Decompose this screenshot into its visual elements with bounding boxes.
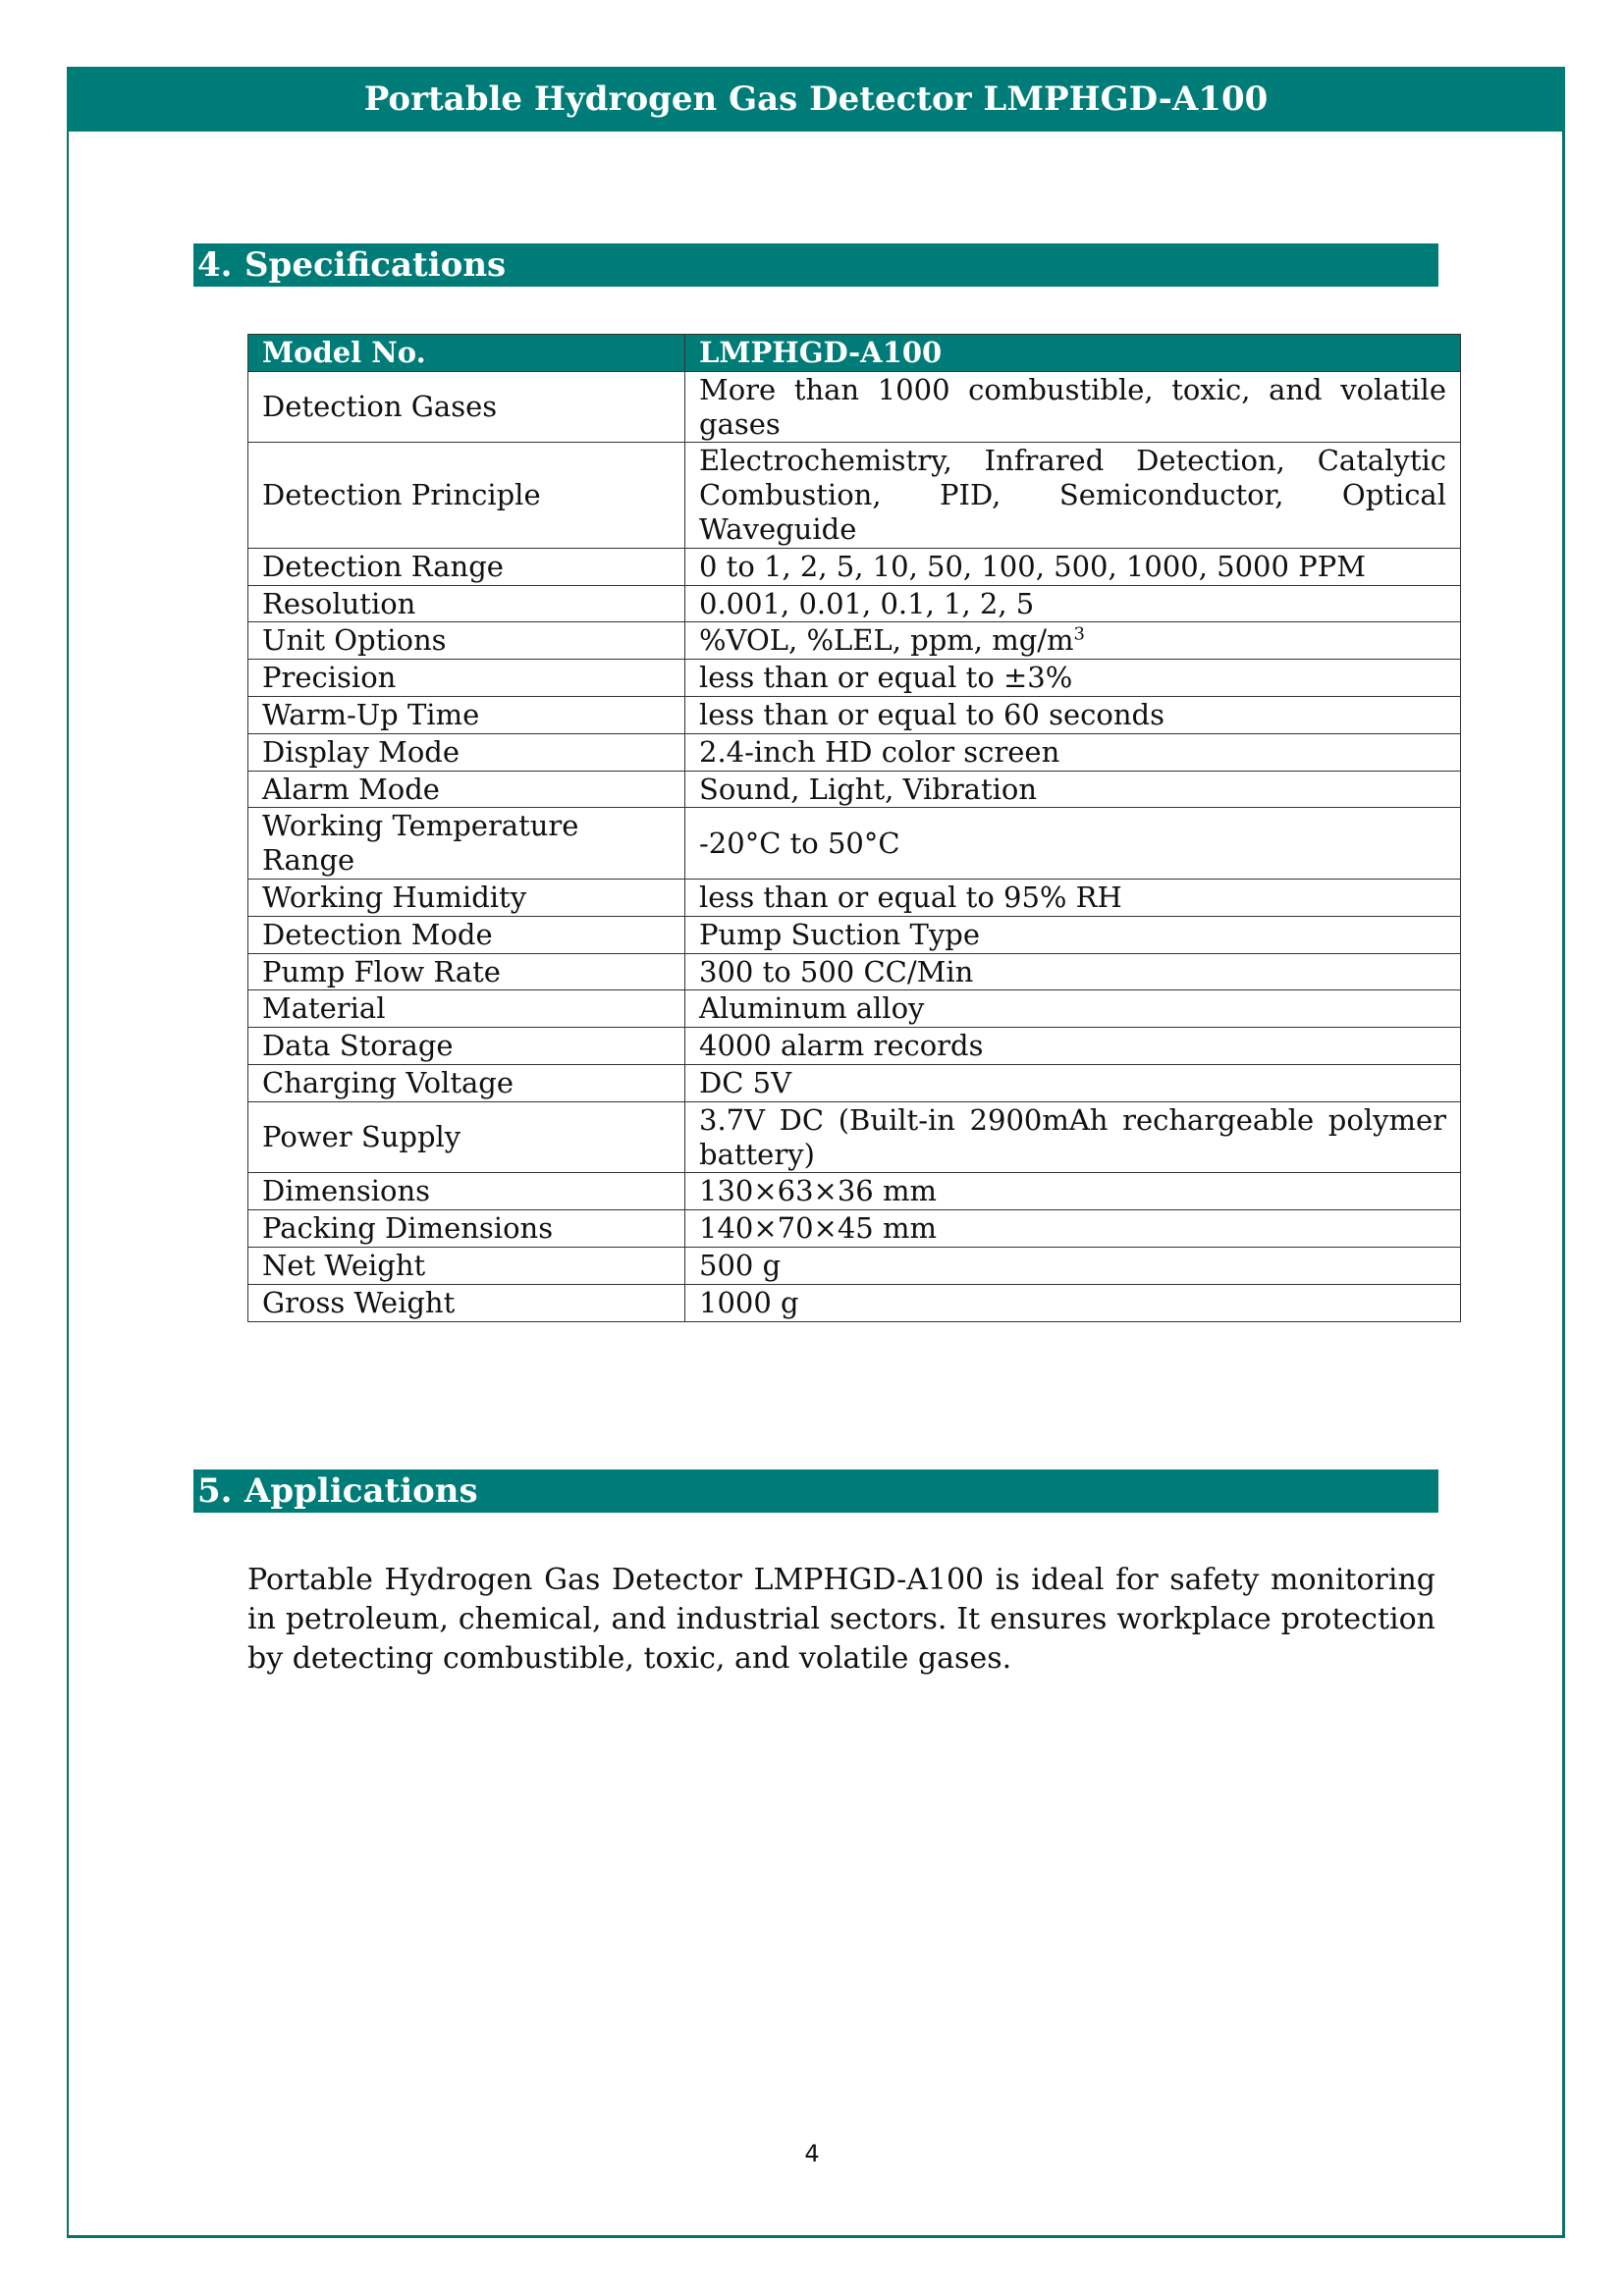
table-row bbox=[248, 953, 1461, 990]
section-title: Applications bbox=[244, 1471, 478, 1511]
table-row bbox=[248, 1028, 1461, 1065]
spec-label-cell: Resolution bbox=[248, 585, 685, 622]
table-row bbox=[248, 808, 1461, 880]
spec-label-cell: Dimensions bbox=[248, 1173, 685, 1210]
section-number: 4. bbox=[197, 245, 233, 285]
spec-value-cell: 300 to 500 CC/Min bbox=[685, 953, 1461, 990]
page-number: 4 bbox=[804, 2140, 820, 2167]
spec-label-cell: Display Mode bbox=[248, 733, 685, 771]
spec-value-cell: less than or equal to ±3% bbox=[685, 660, 1461, 697]
table-row bbox=[248, 548, 1461, 585]
spec-label-cell: Unit Options bbox=[248, 622, 685, 660]
spec-value-cell bbox=[685, 622, 1461, 660]
spec-value-cell: DC 5V bbox=[685, 1064, 1461, 1101]
spec-label-cell: Precision bbox=[248, 660, 685, 697]
table-row bbox=[248, 371, 1461, 443]
table-row bbox=[248, 1247, 1461, 1284]
table-row bbox=[248, 916, 1461, 953]
applications-paragraph: Portable Hydrogen Gas Detector LMPHGD-A100 is ideal for safety monitoring in petroleum, chemical, and industrial sectors. It ensures workplace protection by detecting combustible, toxic, and volatile gases. bbox=[247, 1563, 1435, 1676]
spec-value-cell: Pump Suction Type bbox=[685, 916, 1461, 953]
spec-label-cell: Pump Flow Rate bbox=[248, 953, 685, 990]
specifications-table bbox=[247, 334, 1461, 1322]
spec-value-cell: Sound, Light, Vibration bbox=[685, 771, 1461, 808]
spec-value-cell: 3.7V DC (Built-in 2900mAh rechargeable polymer battery) bbox=[685, 1101, 1461, 1173]
spec-value-cell: 0.001, 0.01, 0.1, 1, 2, 5 bbox=[685, 585, 1461, 622]
specifications-heading bbox=[193, 243, 1438, 287]
document-title-banner bbox=[67, 67, 1565, 132]
table-header-row bbox=[248, 335, 1461, 372]
table-row bbox=[248, 1064, 1461, 1101]
spec-label-cell: Detection Range bbox=[248, 548, 685, 585]
applications-heading bbox=[193, 1469, 1438, 1513]
spec-value-text: %VOL, %LEL, ppm, mg/m bbox=[699, 623, 1074, 658]
spec-value-cell: 2.4-inch HD color screen bbox=[685, 733, 1461, 771]
spec-label-cell: Data Storage bbox=[248, 1028, 685, 1065]
spec-value-cell: 500 g bbox=[685, 1247, 1461, 1284]
spec-label-cell: Warm-Up Time bbox=[248, 696, 685, 733]
table-row bbox=[248, 622, 1461, 660]
spec-label-cell: Net Weight bbox=[248, 1247, 685, 1284]
spec-label-cell: Material bbox=[248, 990, 685, 1028]
spec-label-cell: Working Humidity bbox=[248, 879, 685, 916]
table-row bbox=[248, 1210, 1461, 1248]
table-row bbox=[248, 1101, 1461, 1173]
spec-value-cell: -20°C to 50°C bbox=[685, 808, 1461, 880]
spec-label-cell: Alarm Mode bbox=[248, 771, 685, 808]
spec-label-cell: Power Supply bbox=[248, 1101, 685, 1173]
spec-label-cell: Detection Principle bbox=[248, 443, 685, 548]
header-label-cell: Model No. bbox=[248, 335, 685, 372]
spec-value-cell: More than 1000 combustible, toxic, and volatile gases bbox=[685, 371, 1461, 443]
table-row bbox=[248, 585, 1461, 622]
spec-value-cell: 140×70×45 mm bbox=[685, 1210, 1461, 1248]
spec-value-cell: less than or equal to 60 seconds bbox=[685, 696, 1461, 733]
table-row bbox=[248, 696, 1461, 733]
table-row bbox=[248, 660, 1461, 697]
spec-label-cell: Charging Voltage bbox=[248, 1064, 685, 1101]
spec-value-cell: Aluminum alloy bbox=[685, 990, 1461, 1028]
spec-label-cell: Detection Mode bbox=[248, 916, 685, 953]
spec-label-cell: Packing Dimensions bbox=[248, 1210, 685, 1248]
spec-value-cell: less than or equal to 95% RH bbox=[685, 879, 1461, 916]
spec-value-cell: Electrochemistry, Infrared Detection, Catalytic Combustion, PID, Semiconductor, Optical Waveguide bbox=[685, 443, 1461, 548]
spec-value-cell: 4000 alarm records bbox=[685, 1028, 1461, 1065]
spec-label-cell: Working Temperature Range bbox=[248, 808, 685, 880]
spec-label-cell: Gross Weight bbox=[248, 1284, 685, 1321]
table-row bbox=[248, 879, 1461, 916]
table-row bbox=[248, 733, 1461, 771]
spec-value-cell: 130×63×36 mm bbox=[685, 1173, 1461, 1210]
document-title: Portable Hydrogen Gas Detector LMPHGD-A100 bbox=[363, 80, 1269, 119]
header-value-cell: LMPHGD-A100 bbox=[685, 335, 1461, 372]
table-row bbox=[248, 1284, 1461, 1321]
table-row bbox=[248, 443, 1461, 548]
table-body bbox=[248, 371, 1461, 1321]
section-title: Specifications bbox=[244, 245, 507, 285]
spec-value-cell: 1000 g bbox=[685, 1284, 1461, 1321]
spec-value-cell: 0 to 1, 2, 5, 10, 50, 100, 500, 1000, 5000 PPM bbox=[685, 548, 1461, 585]
table-row bbox=[248, 990, 1461, 1028]
section-number: 5. bbox=[197, 1471, 233, 1511]
spec-value-superscript: 3 bbox=[1073, 623, 1085, 645]
table-row bbox=[248, 1173, 1461, 1210]
spec-label-cell: Detection Gases bbox=[248, 371, 685, 443]
table-row bbox=[248, 771, 1461, 808]
